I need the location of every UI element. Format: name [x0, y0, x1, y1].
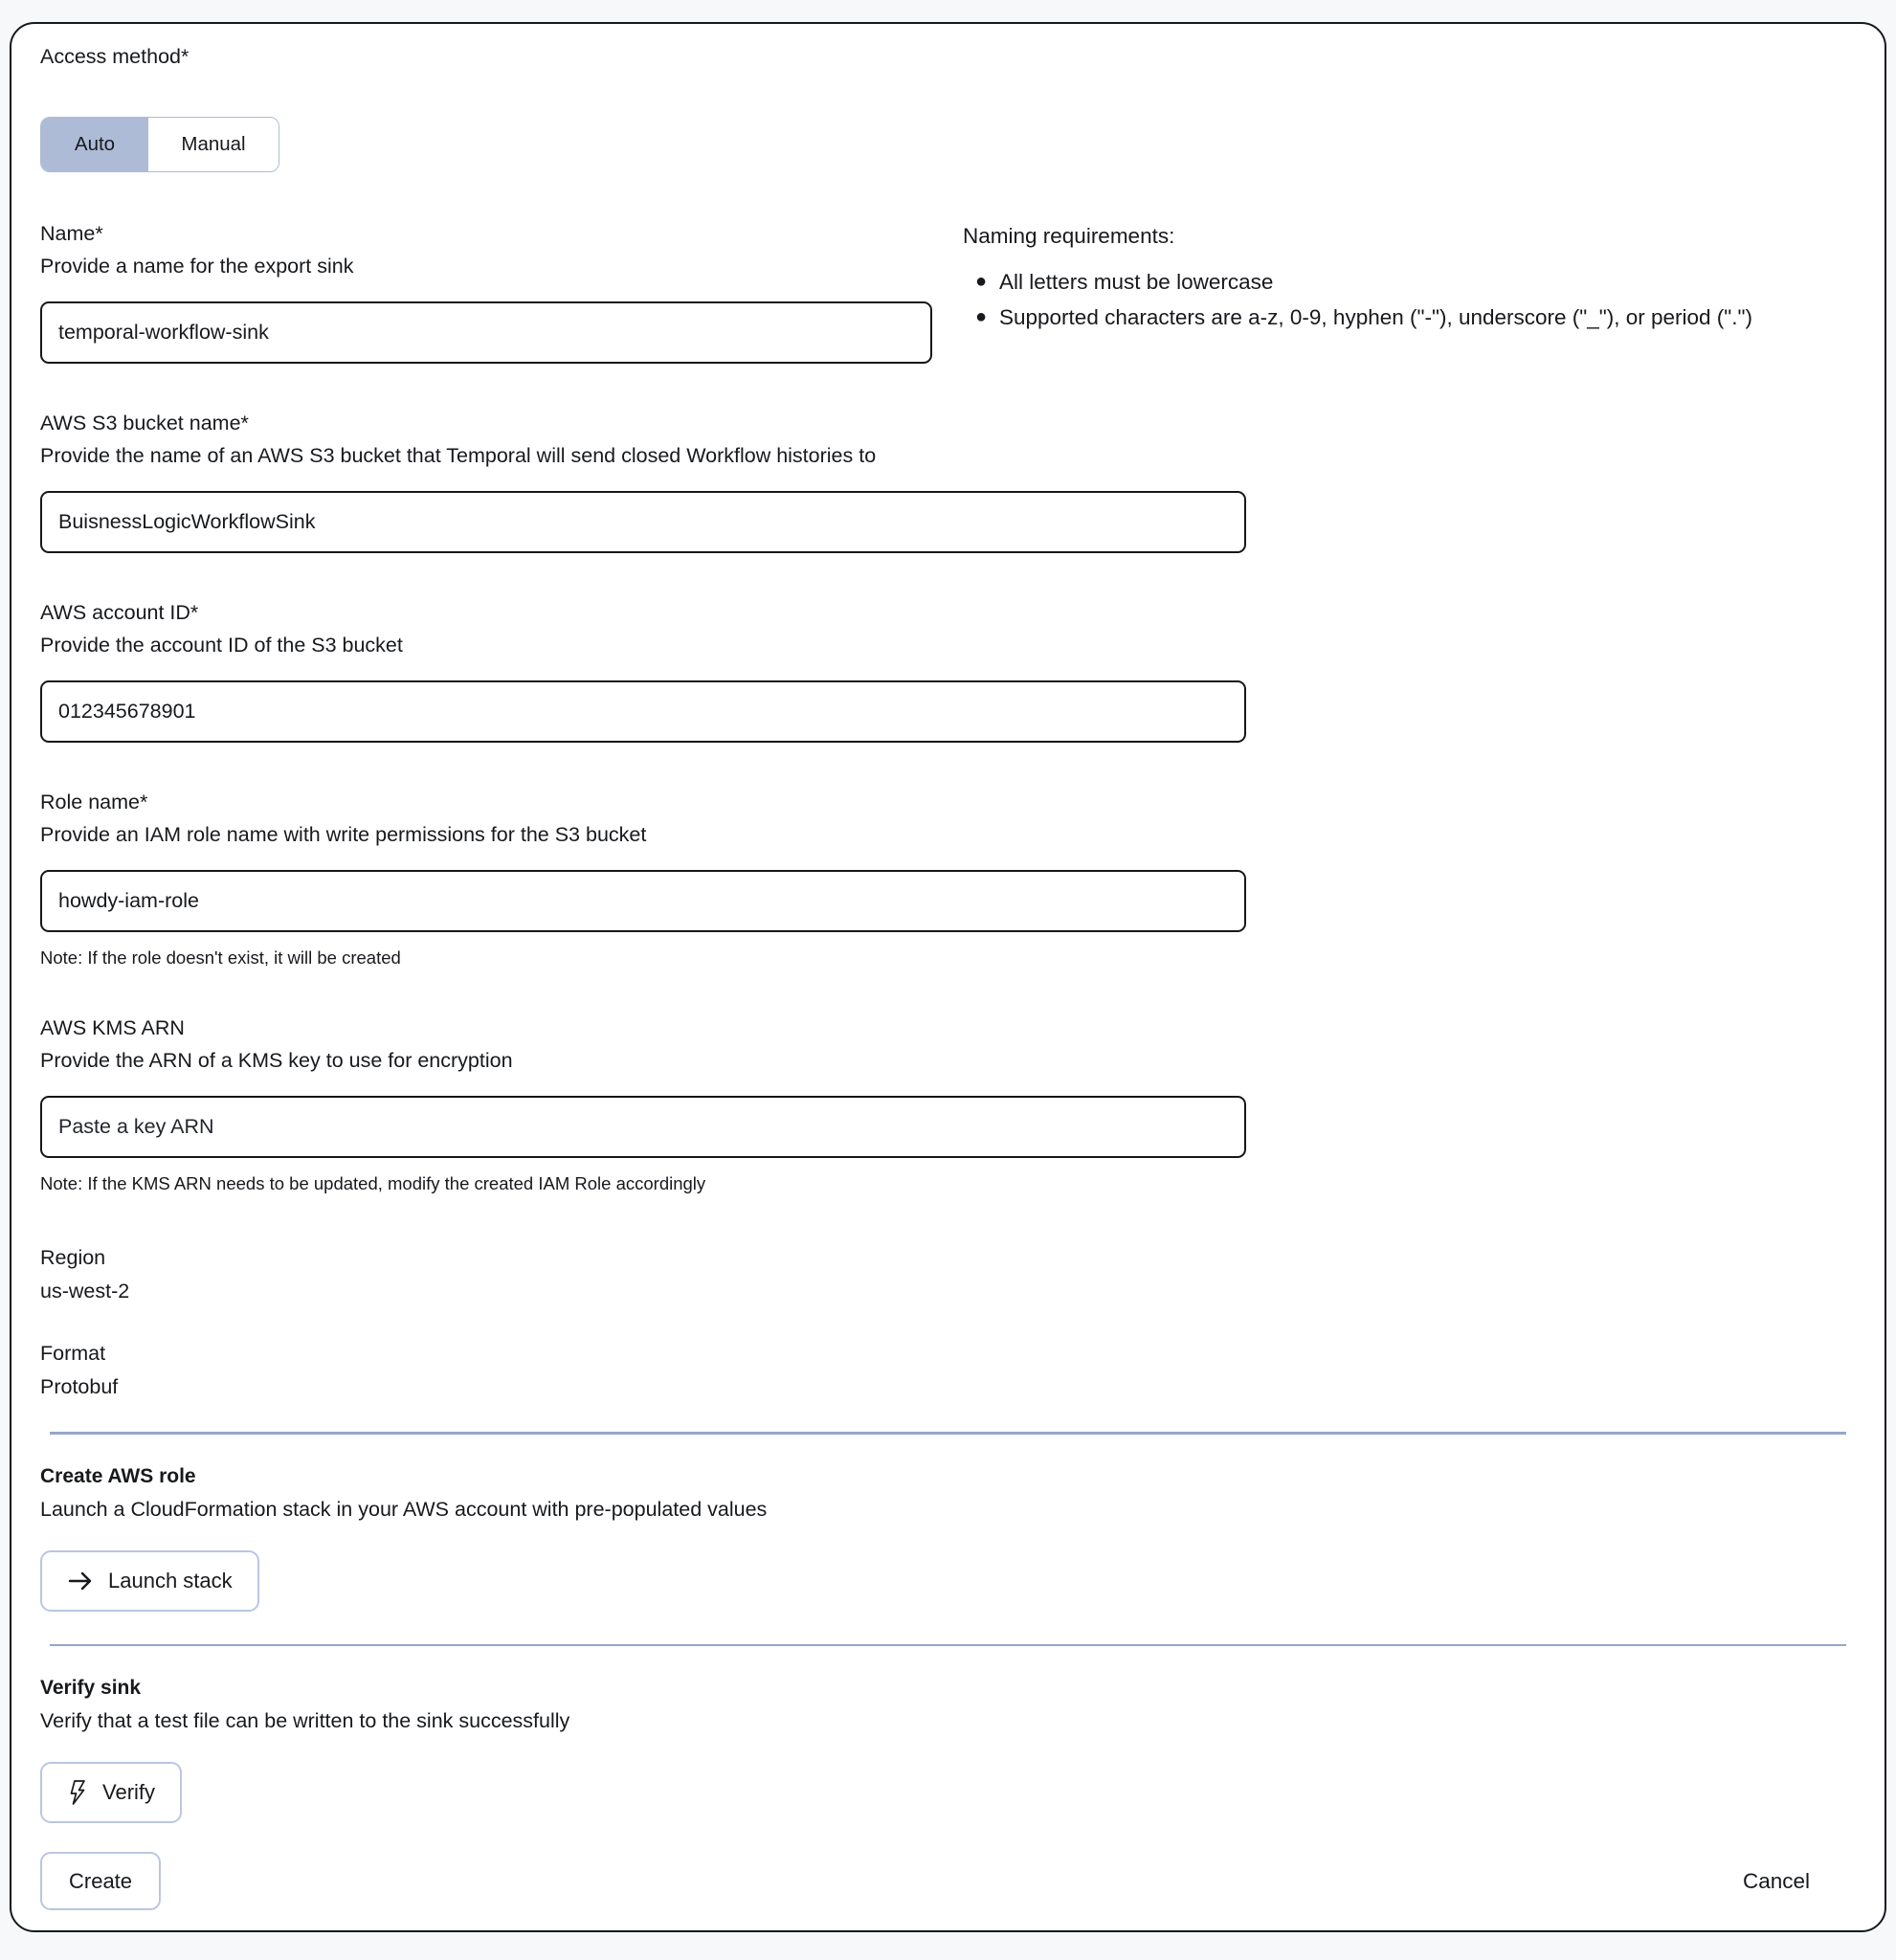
format-value: Protobuf	[40, 1375, 119, 1398]
access-method-auto-label: Auto	[74, 133, 116, 155]
role-name-description: Provide an IAM role name with write permissions for the S3 bucket	[40, 823, 647, 846]
s3-bucket-label: AWS S3 bucket name*	[40, 412, 249, 434]
naming-requirement-text: All letters must be lowercase	[999, 270, 1274, 294]
account-id-input[interactable]	[40, 680, 1246, 743]
naming-requirement-item	[963, 264, 1834, 300]
verify-button[interactable]	[40, 1762, 182, 1823]
launch-stack-button-label: Launch stack	[108, 1568, 233, 1592]
create-button[interactable]	[40, 1852, 161, 1910]
account-id-field-group	[40, 601, 1856, 743]
kms-arn-description: Provide the ARN of a KMS key to use for encryption	[40, 1049, 513, 1072]
naming-requirement-item	[963, 300, 1834, 335]
role-name-note: Note: If the role doesn't exist, it will be created	[40, 947, 401, 968]
role-name-label: Role name*	[40, 791, 148, 813]
naming-requirements-title: Naming requirements:	[963, 224, 1175, 248]
section-divider	[50, 1432, 1846, 1435]
region-field-group	[40, 1246, 1856, 1303]
access-method-label: Access method*	[40, 45, 190, 68]
region-label: Region	[40, 1246, 106, 1269]
create-aws-role-description: Launch a CloudFormation stack in your AWS account with pre-populated values	[40, 1497, 768, 1521]
format-label: Format	[40, 1342, 106, 1365]
naming-requirements-list	[963, 264, 1856, 335]
access-method-auto-option[interactable]	[41, 118, 148, 171]
bullet-icon: ●︎	[974, 271, 988, 292]
bullet-icon: ●︎	[974, 306, 988, 328]
section-divider	[50, 1644, 1846, 1647]
verify-sink-description: Verify that a test file can be written to the sink successfully	[40, 1709, 570, 1732]
naming-requirement-text: Supported characters are a-z, 0-9, hyphen ("-"), underscore ("_"), or period (".")	[999, 305, 1753, 330]
kms-arn-note: Note: If the KMS ARN needs to be updated, modify the created IAM Role accordingly	[40, 1173, 706, 1193]
role-name-input[interactable]	[40, 870, 1246, 932]
create-export-sink-form	[10, 22, 1886, 1932]
name-field-group	[40, 222, 932, 364]
role-name-field-group	[40, 791, 1856, 969]
name-input[interactable]	[40, 301, 932, 364]
access-method-toggle	[40, 117, 279, 172]
account-id-description: Provide the account ID of the S3 bucket	[40, 634, 403, 657]
arrow-right-icon	[67, 1570, 94, 1592]
cancel-button[interactable]: Cancel	[1742, 1868, 1810, 1893]
name-description: Provide a name for the export sink	[40, 255, 354, 278]
kms-arn-label: AWS KMS ARN	[40, 1016, 185, 1039]
create-button-label: Create	[69, 1868, 133, 1893]
create-aws-role-title: Create AWS role	[40, 1464, 196, 1487]
kms-arn-field-group	[40, 1016, 1856, 1194]
name-and-requirements-row	[40, 222, 1856, 364]
kms-arn-input[interactable]	[40, 1096, 1246, 1158]
lightning-bolt-icon	[67, 1779, 88, 1806]
create-aws-role-section	[40, 1465, 1856, 1612]
name-label: Name*	[40, 222, 103, 245]
format-field-group	[40, 1342, 1856, 1399]
verify-sink-section	[40, 1677, 1856, 1823]
access-method-manual-label: Manual	[181, 133, 246, 155]
verify-sink-title: Verify sink	[40, 1677, 142, 1699]
launch-stack-button[interactable]	[40, 1550, 259, 1612]
verify-button-label: Verify	[102, 1780, 156, 1804]
s3-bucket-field-group	[40, 412, 1856, 553]
region-value: us-west-2	[40, 1280, 130, 1303]
access-method-manual-option[interactable]	[148, 118, 279, 171]
account-id-label: AWS account ID*	[40, 601, 199, 624]
naming-requirements	[963, 222, 1856, 364]
s3-bucket-input[interactable]	[40, 491, 1246, 553]
form-actions	[40, 1852, 1856, 1910]
s3-bucket-description: Provide the name of an AWS S3 bucket that Temporal will send closed Workflow histories to	[40, 444, 877, 467]
